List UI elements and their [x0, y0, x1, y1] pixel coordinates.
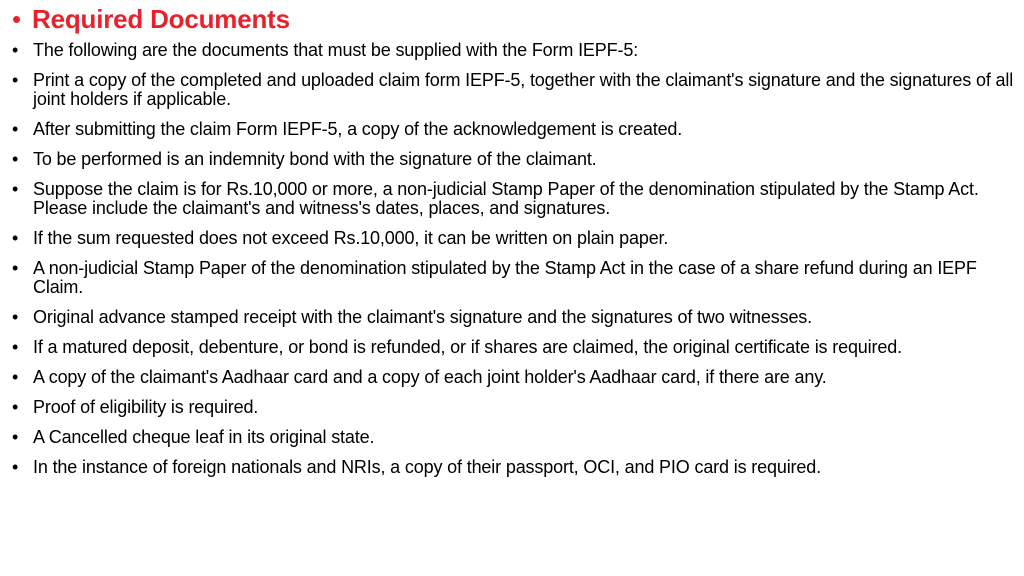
list-item-text: To be performed is an indemnity bond with the signature of the claimant. [33, 149, 597, 169]
list-item [12, 368, 1016, 387]
document-list [12, 41, 1016, 488]
list-item [12, 398, 1016, 417]
list-item-text: Suppose the claim is for Rs.10,000 or more, a non-judicial Stamp Paper of the denomination stipulated by the Stamp Act. Please include the claimant's and witness's dates, places, and signatures. [33, 179, 979, 218]
list-item [12, 338, 1016, 357]
list-item [12, 229, 1016, 248]
list-item-text: A Cancelled cheque leaf in its original state. [33, 427, 375, 447]
list-item-text: In the instance of foreign nationals and NRIs, a copy of their passport, OCI, and PIO card is required. [33, 457, 821, 477]
bullet-icon: • [12, 258, 19, 278]
list-item-text: If the sum requested does not exceed Rs.10,000, it can be written on plain paper. [33, 228, 669, 248]
list-item-text: Print a copy of the completed and uploaded claim form IEPF-5, together with the claimant's signature and the signatures of all joint holders if applicable. [33, 70, 1014, 109]
list-item [12, 150, 1016, 169]
bullet-icon: • [12, 40, 19, 60]
list-item [12, 458, 1016, 477]
bullet-icon: • [12, 367, 19, 387]
bullet-icon: • [12, 228, 19, 248]
list-item-text: The following are the documents that must be supplied with the Form IEPF-5: [33, 40, 639, 60]
list-item [12, 180, 1016, 218]
list-item [12, 428, 1016, 447]
list-item-text: Original advance stamped receipt with the claimant's signature and the signatures of two witnesses. [33, 307, 813, 327]
title-bullet-icon: • [12, 4, 22, 34]
bullet-icon: • [12, 337, 19, 357]
list-item-text: If a matured deposit, debenture, or bond is refunded, or if shares are claimed, the original certificate is required. [33, 337, 902, 357]
bullet-icon: • [12, 307, 19, 327]
list-item-text: A copy of the claimant's Aadhaar card and a copy of each joint holder's Aadhaar card, if there are any. [33, 367, 827, 387]
bullet-icon: • [12, 427, 19, 447]
list-item [12, 41, 1016, 60]
bullet-icon: • [12, 457, 19, 477]
list-item-text: A non-judicial Stamp Paper of the denomination stipulated by the Stamp Act in the case of a share refund during an IEPF Claim. [33, 258, 977, 297]
list-item-text: Proof of eligibility is required. [33, 397, 259, 417]
list-item [12, 71, 1016, 109]
slide-title: Required Documents [32, 4, 290, 34]
bullet-icon: • [12, 397, 19, 417]
bullet-icon: • [12, 70, 19, 90]
slide-title-row [12, 2, 290, 36]
list-item [12, 308, 1016, 327]
list-item [12, 259, 1016, 297]
bullet-icon: • [12, 149, 19, 169]
bullet-icon: • [12, 179, 19, 199]
list-item-text: After submitting the claim Form IEPF-5, a copy of the acknowledgement is created. [33, 119, 683, 139]
list-item [12, 120, 1016, 139]
bullet-icon: • [12, 119, 19, 139]
